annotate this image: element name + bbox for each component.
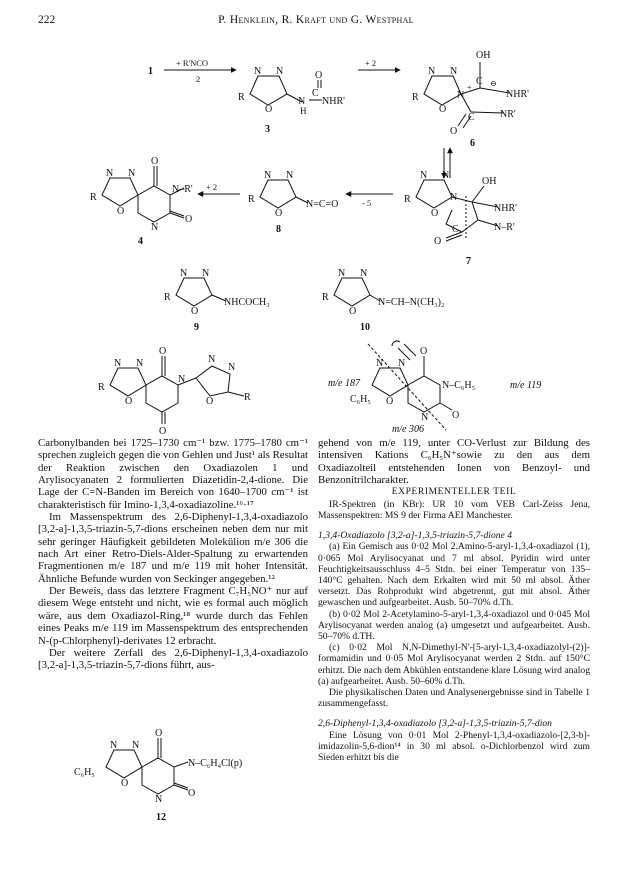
atom-label: R bbox=[98, 382, 105, 393]
atom-label: NHR' bbox=[494, 203, 517, 214]
atom-label: N bbox=[106, 168, 114, 179]
ir-spectra-note: IR-Spektren (in KBr): UR 10 vom VEB Carl-Zeiss Jena, Massenspektren: MS 9 der Firma AEI Manchester. bbox=[318, 498, 590, 521]
atom-label: N bbox=[264, 170, 272, 181]
fragment-mass-119: m/e 119 bbox=[510, 380, 542, 391]
reagent-label-3: + 2 bbox=[206, 182, 218, 192]
atom-label: N–R' bbox=[494, 222, 515, 233]
fragment-mass-306: m/e 306 bbox=[392, 424, 424, 435]
atom-label: O bbox=[159, 426, 167, 437]
atom-label: O bbox=[151, 156, 159, 167]
compound-8-label: 8 bbox=[276, 224, 281, 235]
atom-label: N bbox=[110, 740, 118, 751]
atom-label: N bbox=[114, 358, 122, 369]
reaction-scheme bbox=[0, 0, 624, 440]
atom-label: NHCOCH₃ bbox=[224, 297, 270, 308]
atom-label: N bbox=[360, 268, 368, 279]
atom-label: O bbox=[434, 236, 442, 247]
atom-label: N bbox=[208, 354, 216, 365]
compound-9-label: 9 bbox=[194, 322, 199, 333]
reagent-label: + R'NCO bbox=[176, 58, 209, 68]
atom-label: ⊖ bbox=[490, 79, 497, 88]
compound-12-structure bbox=[38, 720, 278, 830]
atom-label: O bbox=[265, 104, 273, 115]
compound-4-label: 4 bbox=[138, 236, 143, 247]
atom-label: R bbox=[90, 192, 97, 203]
atom-label: N bbox=[155, 794, 163, 805]
atom-label: O bbox=[275, 208, 283, 219]
right-column bbox=[318, 437, 590, 763]
atom-label: R bbox=[244, 392, 251, 403]
atom-label: N bbox=[420, 170, 428, 181]
atom-label: N bbox=[254, 66, 262, 77]
procedure-note: Die physikalischen Daten und Analysenergebnisse sind in Tabelle 1 zusammengefasst. bbox=[318, 686, 590, 710]
atom-label: OH bbox=[482, 176, 497, 187]
atom-label: N bbox=[276, 66, 284, 77]
atom-label: O bbox=[206, 396, 214, 407]
fragment-mass-187: m/e 187 bbox=[328, 378, 360, 389]
atom-label: O bbox=[159, 346, 167, 357]
atom-label: O bbox=[452, 410, 460, 421]
atom-label: N–R' bbox=[172, 184, 193, 195]
atom-label: C bbox=[312, 88, 319, 99]
atom-label: N bbox=[180, 268, 188, 279]
procedure-title-1: 1,3,4-Oxadiazolo [3,2-a]-1,3,5-triazin-5,7-dione 4 bbox=[318, 530, 512, 542]
procedure-c: (c) 0·02 Mol N,N-Dimethyl-N'-[5-aryl-1,3,4-oxadiazolyl-(2)]-formamidin und 0·05 Mol Arylisocyanat werden 2 Stdn. auf 150°C erhitzt. Die nach dem Abkühlen entstandene klare Lösung wird analog (a) aufgearbeitet. Ausb. 50–60% d.Th. bbox=[318, 642, 590, 687]
atom-label: N bbox=[228, 362, 236, 373]
atom-label: N–C₆H₄Cl(p) bbox=[188, 758, 243, 769]
atom-label: O bbox=[431, 208, 439, 219]
atom-label: O bbox=[185, 214, 193, 225]
procedure-2-text: Eine Lösung von 0·01 Mol 2-Phenyl-1,3,4-oxadiazolo-[2,3-b]-imidazolin-5,6-dion¹⁴ in 30 ml absol. o-Dichlorbenzol wird zum Sieden erhitzt bis die bbox=[318, 729, 590, 763]
compound-7-label: 7 bbox=[466, 256, 471, 267]
atom-label: R bbox=[412, 92, 419, 103]
atom-label: O bbox=[420, 346, 428, 357]
atom-label: O bbox=[125, 396, 133, 407]
atom-label: N bbox=[450, 192, 458, 203]
paragraph: Im Massenspektrum des 2,6-Diphenyl-1,3,4-oxadiazolo [3,2-a]-1,3,5-triazin-5,7-dions erscheinen neben dem nur mit sehr geringer Häufigkeit gebildeten Molekülion m/e 306 die nach Art einer Retro-Diels-Alder-Spaltung zu erwartenden Fragmentionen m/e 187 und m/e 119 mit hoher Intensität. Ähnliche Befunde wurden von Seckinger angegeben.¹² bbox=[38, 511, 308, 585]
atom-label: H bbox=[300, 106, 307, 116]
compound-6-label: 6 bbox=[470, 138, 475, 149]
atom-label: C bbox=[452, 224, 459, 235]
atom-label: C bbox=[476, 76, 483, 87]
paragraph: Carbonylbanden bei 1725–1730 cm⁻¹ bzw. 1775–1780 cm⁻¹ sprechen zugleich gegen die von Gehlen und Just¹ als Resultat der Reaktion zwischen den Oxadiazolen 1 und Arylisocyanaten 2 formulierten Diazetidin-2,4-dione. Die Lage der C=N-Banden im Bereich von 1640–1700 cm⁻¹ ist charakteristisch für Imino-1,3,4-oxadiazoline.¹⁶·¹⁷ bbox=[38, 437, 308, 511]
atom-label: N bbox=[428, 66, 436, 77]
paragraph: Der Beweis, dass das letztere Fragment C₇H₅NO⁺ nur auf diesem Wege entsteht und nicht, wie es formal auch möglich wäre, aus dem Oxadiazol-Ring,¹⁸ wurde durch das Fehlen eines Peaks m/e 119 im Massenspektrum des entsprechenden N-(p-Chlorphenyl)-derivates 12 erbracht. bbox=[38, 585, 308, 647]
atom-label: O bbox=[117, 206, 125, 217]
procedure-title-2: 2,6-Diphenyl-1,3,4-oxadiazolo [3,2-a]-1,3,5-triazin-5,7-dion bbox=[318, 718, 552, 730]
atom-label: N bbox=[202, 268, 210, 279]
atom-label: N–C₆H₅ bbox=[442, 380, 476, 391]
atom-label: C bbox=[468, 112, 475, 123]
reagent-number: 2 bbox=[196, 74, 201, 84]
atom-label: OH bbox=[476, 50, 491, 61]
atom-label: N bbox=[178, 374, 186, 385]
atom-label: R bbox=[164, 292, 171, 303]
eliminated-compound-label: - 5 bbox=[362, 198, 372, 208]
procedure-a: (a) Ein Gemisch aus 0·02 Mol 2.Amino-5-aryl-1,3,4-oxadiazol (1), 0·065 Mol Arylisocyanat und 7 ml absol. Pyridin wird unter Feuchtigkeitsausschluss 4–5 Stdn. bei einer Temperatur von 135–140°C gehalten. Nach dem Erkalten wird mit 50 ml absol. Äther versetzt. Das Rohprodukt wird abgetrennt, gut mit absol. Äther gewaschen und aufgearbeitet. Ausb. 50–70% d.Th. bbox=[318, 541, 590, 609]
page-number: 222 bbox=[38, 14, 56, 26]
atom-label: O bbox=[439, 104, 447, 115]
atom-label: N=C=O bbox=[306, 199, 339, 210]
start-compound-label: 1 bbox=[148, 66, 153, 77]
atom-label: N bbox=[338, 268, 346, 279]
compound-3-label: 3 bbox=[265, 124, 270, 135]
running-head-authors: P. Henklein, R. Kraft und G. Westphal bbox=[218, 14, 414, 26]
atom-label: NHR' bbox=[506, 89, 529, 100]
atom-label: + bbox=[467, 83, 472, 92]
atom-label: N bbox=[136, 358, 144, 369]
atom-label: N bbox=[286, 170, 294, 181]
atom-label: R bbox=[322, 292, 329, 303]
section-heading: EXPERIMENTELLER TEIL bbox=[391, 487, 517, 498]
atom-label: N bbox=[128, 168, 136, 179]
atom-label: N bbox=[398, 358, 406, 369]
atom-label: N bbox=[442, 170, 450, 181]
atom-label: N bbox=[421, 412, 429, 423]
atom-label: NR' bbox=[500, 109, 516, 120]
atom-label: R bbox=[404, 194, 411, 205]
atom-label: O bbox=[155, 728, 163, 739]
reagent-label-2: + 2 bbox=[365, 58, 377, 68]
atom-label: N bbox=[298, 96, 306, 107]
atom-label: O bbox=[315, 70, 323, 81]
compound-12-label: 12 bbox=[156, 812, 166, 823]
atom-label: O bbox=[188, 788, 196, 799]
atom-label: R bbox=[238, 92, 245, 103]
atom-label: C₆H₅ bbox=[350, 394, 371, 405]
atom-label: O bbox=[450, 126, 458, 137]
atom-label: N bbox=[450, 66, 458, 77]
atom-label: R bbox=[248, 194, 255, 205]
atom-label: O bbox=[121, 778, 129, 789]
paragraph: Der weitere Zerfall des 2,6-Diphenyl-1,3,4-oxadiazolo [3,2-a]-1,3,5-triazin-5,7-dions führt, aus- bbox=[38, 646, 308, 672]
atom-label: N=CH–N(CH₃)₂ bbox=[378, 297, 445, 308]
atom-label: O bbox=[191, 306, 199, 317]
paragraph: gehend von m/e 119, unter CO-Verlust zur Bildung des intensiven Kations C₆H₅N⁺sowie zu den aus dem Oxadiazolteil entstehenden Ionen von Benzoyl- und Benzonitrilcharakter. bbox=[318, 437, 590, 487]
atom-label: N bbox=[457, 90, 465, 101]
atom-label: N bbox=[376, 358, 384, 369]
left-column bbox=[38, 437, 308, 672]
atom-label: N bbox=[151, 222, 159, 233]
atom-label: C₆H₅ bbox=[74, 767, 95, 778]
atom-label: O bbox=[386, 396, 394, 407]
atom-label: O bbox=[349, 306, 357, 317]
procedure-b: (b) 0·02 Mol 2-Acetylamino-5-aryl-1,3,4-oxadiazol und 0·045 Mol Arylisocyanat werden analog (a) umgesetzt und aufgearbeitet. Ausb. 50–70% d.TH. bbox=[318, 608, 590, 642]
compound-10-label: 10 bbox=[360, 322, 370, 333]
atom-label: N bbox=[132, 740, 140, 751]
atom-label: NHR' bbox=[322, 96, 345, 107]
